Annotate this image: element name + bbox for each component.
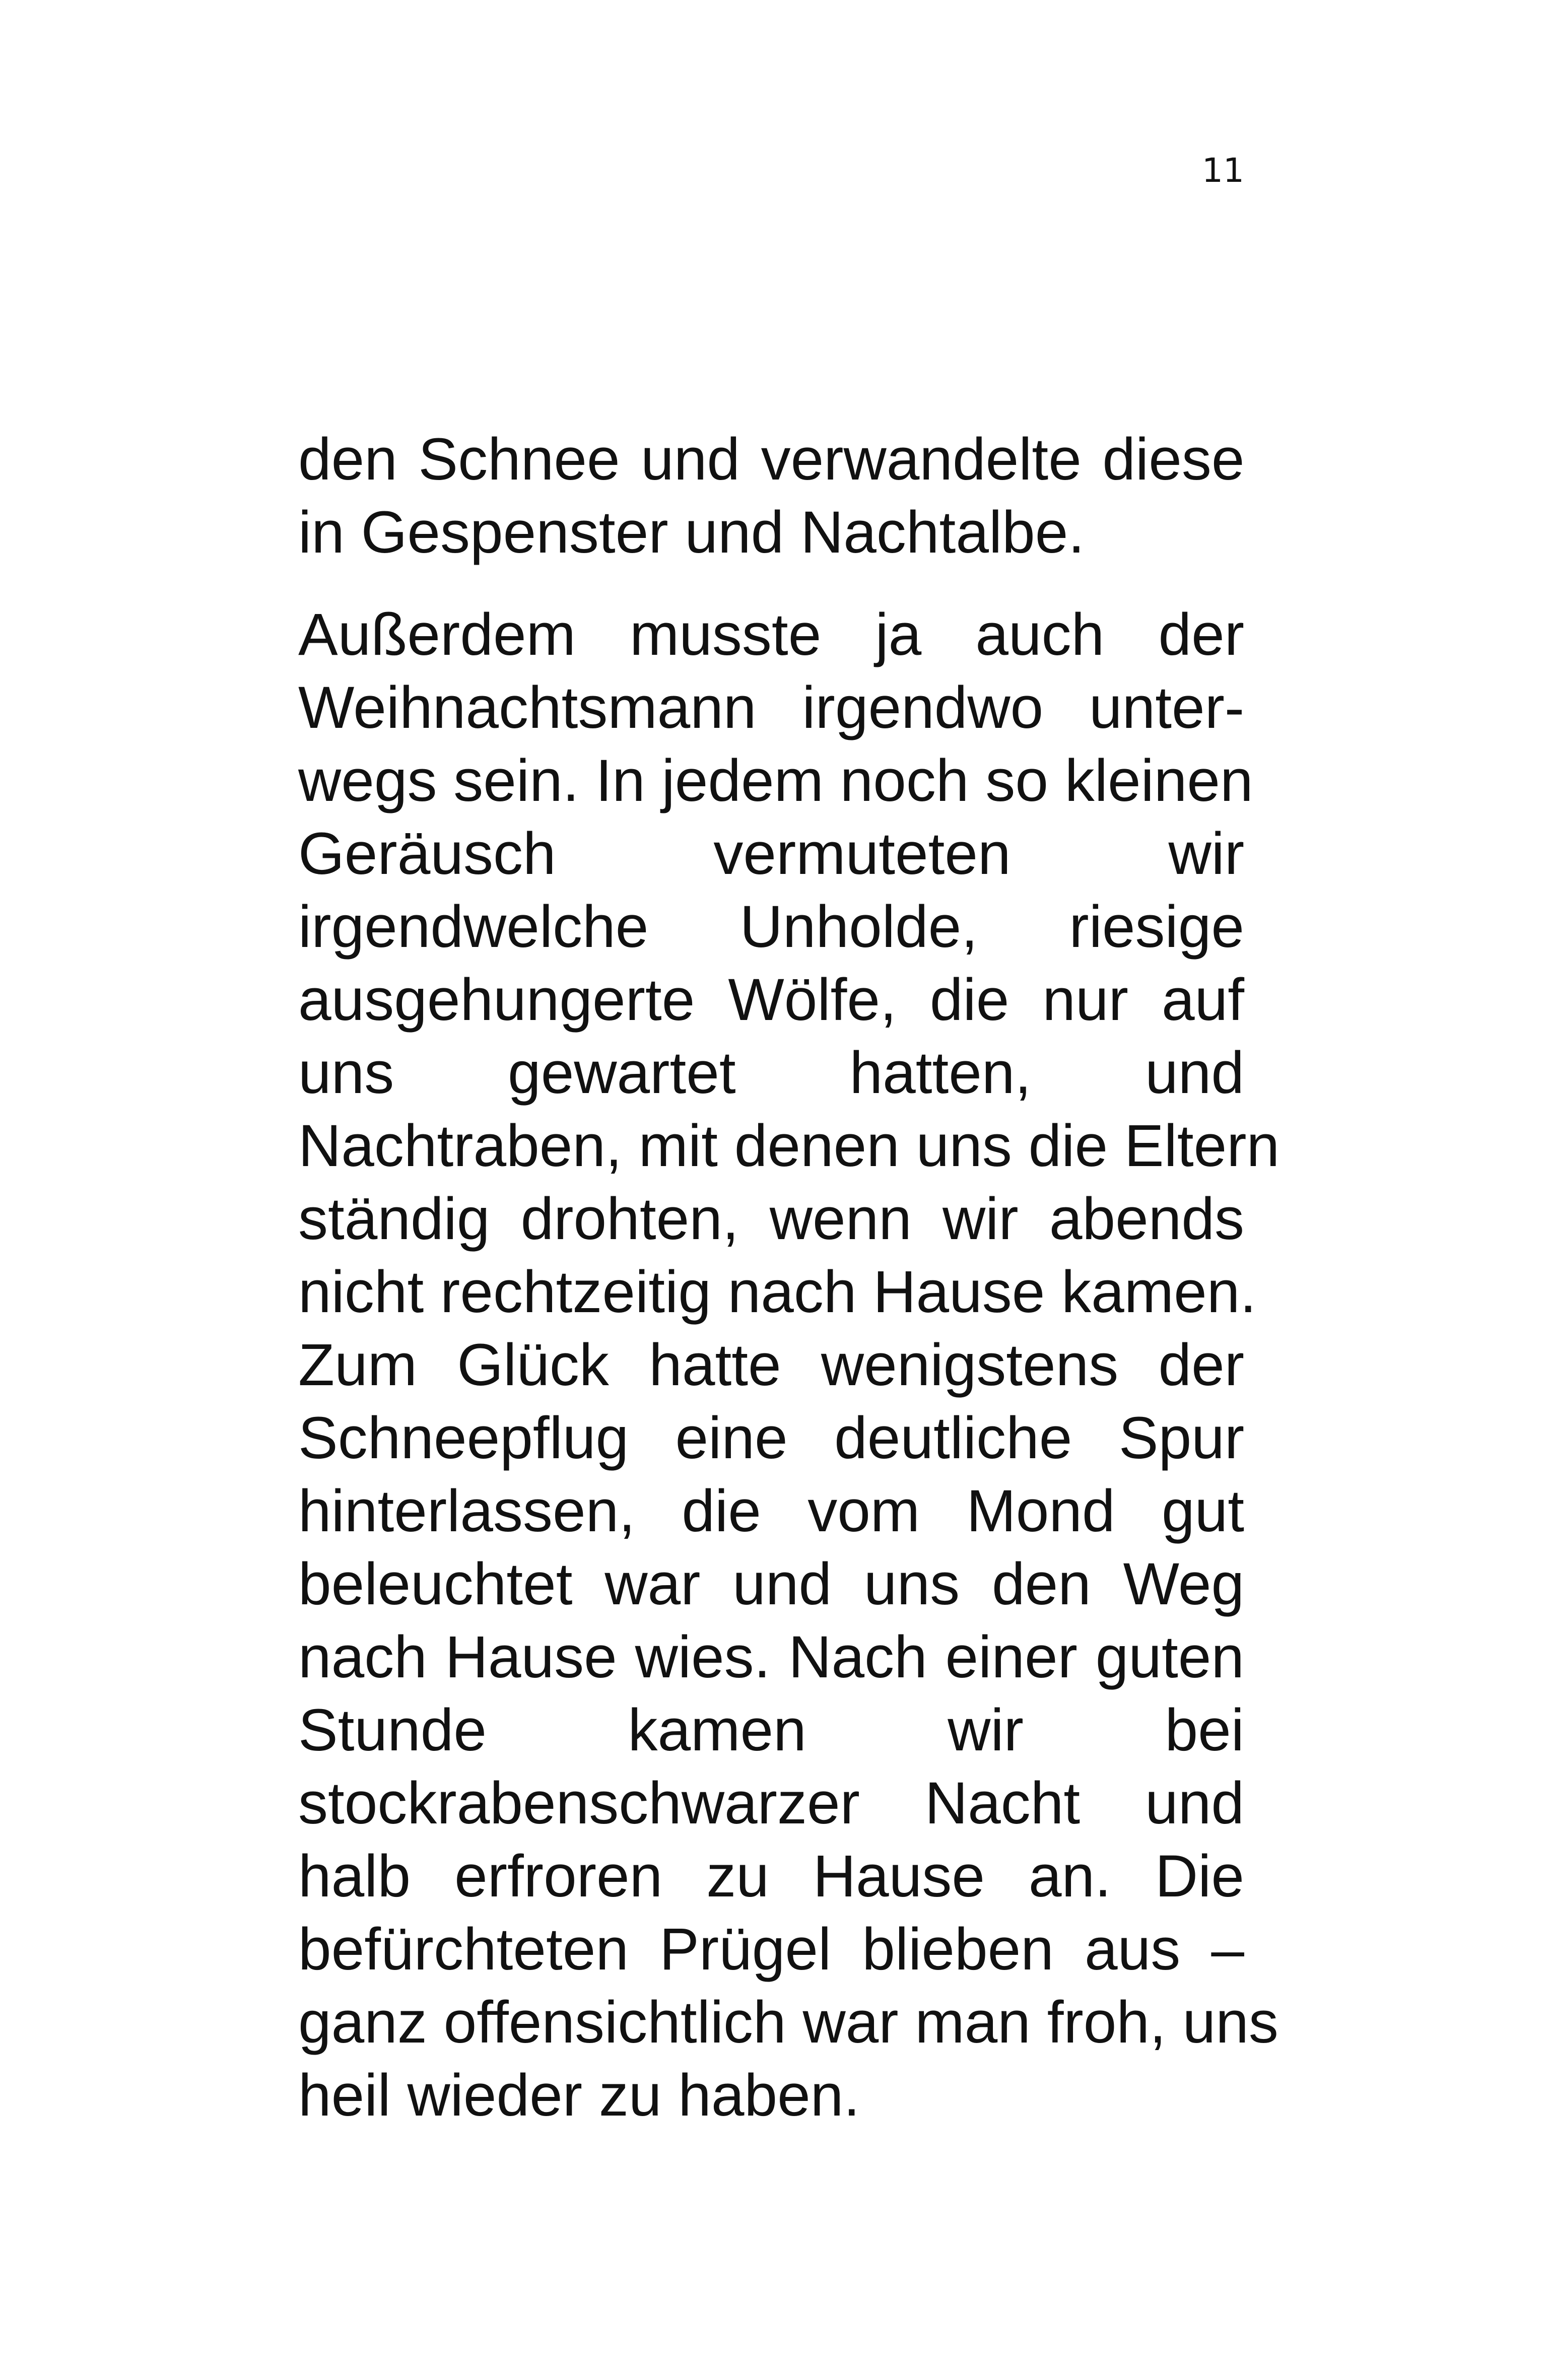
- text-line: ständig drohten, wenn wir abends: [298, 1186, 1244, 1252]
- text-line: den Schnee und verwandelte diese: [298, 426, 1245, 493]
- text-line: heil wieder zu haben.: [298, 2062, 860, 2129]
- text-line: Außerdem musste ja auch der: [298, 601, 1244, 668]
- page-number: 11: [1202, 151, 1244, 190]
- text-line: halb erfroren zu Hause an. Die: [298, 1843, 1245, 1910]
- text-line: ausgehungerte Wölfe, die nur auf: [298, 967, 1244, 1033]
- text-line: Zum Glück hatte wenigstens der: [298, 1332, 1245, 1398]
- text-line: in Gespenster und Nachtalbe.: [298, 499, 1085, 566]
- text-line: irgendwelche Unholde, riesige: [298, 894, 1244, 960]
- text-line: nicht rechtzeitig nach Hause kamen.: [298, 1259, 1257, 1325]
- text-line: Stunde kamen wir bei: [298, 1697, 1244, 1763]
- text-line: Weihnachtsmann irgendwo unter-: [298, 674, 1245, 741]
- text-line: ganz offensichtlich war man froh, uns: [298, 1989, 1278, 2056]
- text-line: Schneepflug eine deutliche Spur: [298, 1405, 1245, 1471]
- text-line: Nachtraben, mit denen uns die Eltern: [298, 1113, 1280, 1179]
- text-line: uns gewartet hatten, und: [298, 1040, 1244, 1106]
- body-text: [298, 423, 1280, 2132]
- paragraph-gap: [298, 569, 1244, 598]
- text-line: hinterlassen, die vom Mond gut: [298, 1478, 1244, 1544]
- paragraph: [298, 423, 1244, 569]
- text-line: wegs sein. In jedem noch so kleinen: [298, 747, 1253, 814]
- text-line: nach Hause wies. Nach einer guten: [298, 1624, 1244, 1690]
- paragraph: [298, 598, 1280, 2132]
- text-line: befürchteten Prügel blieben aus –: [298, 1916, 1244, 1983]
- text-line: beleuchtet war und uns den Weg: [298, 1551, 1245, 1617]
- text-line: Geräusch vermuteten wir: [298, 821, 1245, 887]
- text-line: stockrabenschwarzer Nacht und: [298, 1770, 1244, 1837]
